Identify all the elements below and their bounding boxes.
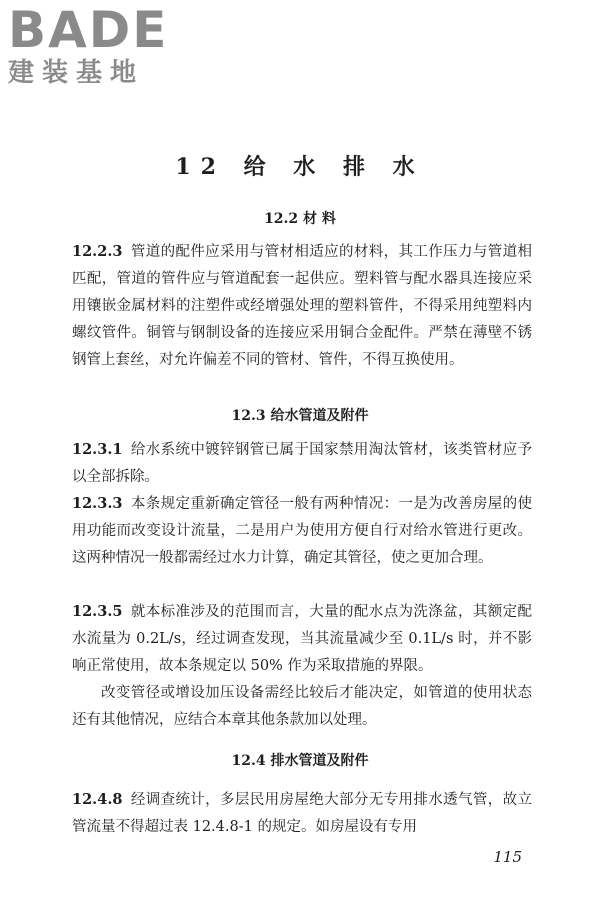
- clause-12-3-3: [72, 490, 532, 572]
- logo: [8, 1, 169, 88]
- clause-number: 12.3.3: [72, 495, 123, 512]
- clause-text: 管道的配件应采用与管材相适应的材料，其工作压力与管道相匹配，管道的管件应与管道配套一起供应。塑料管与配水器具连接应采用镶嵌金属材料的注塑件或经增强处理的塑料管件，不得采用纯塑料内螺纹管件。铜管与钢制设备的连接应采用铜合金配件。严禁在薄壁不锈钢管上套丝，对允许偏差不同的管材、管件，不得互换使用。: [72, 244, 532, 368]
- logo-latin-text: BADE: [8, 1, 169, 59]
- clause-12-2-3: [72, 238, 532, 374]
- clause-number: 12.2.3: [72, 243, 123, 260]
- clause-number: 12.3.5: [72, 603, 123, 620]
- clause-text: 给水系统中镀锌钢管已属于国家禁用淘汰管材，该类管材应予以全部拆除。: [72, 442, 532, 485]
- section-heading-12-4: 12.4 排水管道及附件: [231, 753, 369, 769]
- clause-text: 经调查统计，多层民用房屋绝大部分无专用排水透气管，故立管流量不得超过表 12.4.8-1 的规定。如房屋设有专用: [72, 792, 532, 835]
- chapter-title: 12 给 水 排 水: [175, 154, 425, 180]
- page-number: 115: [493, 848, 522, 866]
- clause-12-3-5: [72, 598, 532, 680]
- clause-text: 改变管径或增设加压设备需经比较后才能决定，如管道的使用状态还有其他情况，应结合本章其他条款加以处理。: [72, 685, 532, 728]
- section-heading-12-2: 12.2 材 料: [264, 211, 336, 227]
- clause-text: 就本标准涉及的范围而言，大量的配水点为洗涤盆，其额定配水流量为 0.2L/s，经过调查发现，当其流量减少至 0.1L/s 时，并不影响正常使用，故本条规定以 50% 作为采取措施的界限。: [72, 604, 532, 674]
- clause-number: 12.3.1: [72, 441, 123, 458]
- section-heading-12-3: 12.3 给水管道及附件: [231, 408, 369, 424]
- clause-12-4-8: [72, 786, 532, 841]
- clause-text: 本条规定重新确定管径一般有两种情况：一是为改善房屋的使用功能而改变设计流量，二是用户为使用方便自行对给水管进行更改。这两种情况一般都需经过水力计算，确定其管径，使之更加合理。: [72, 496, 532, 566]
- logo-chinese-text: 建装基地: [8, 58, 145, 88]
- clause-12-3-1: [72, 436, 532, 491]
- clause-number: 12.4.8: [72, 791, 123, 808]
- clause-12-3-5-continued: [72, 680, 532, 734]
